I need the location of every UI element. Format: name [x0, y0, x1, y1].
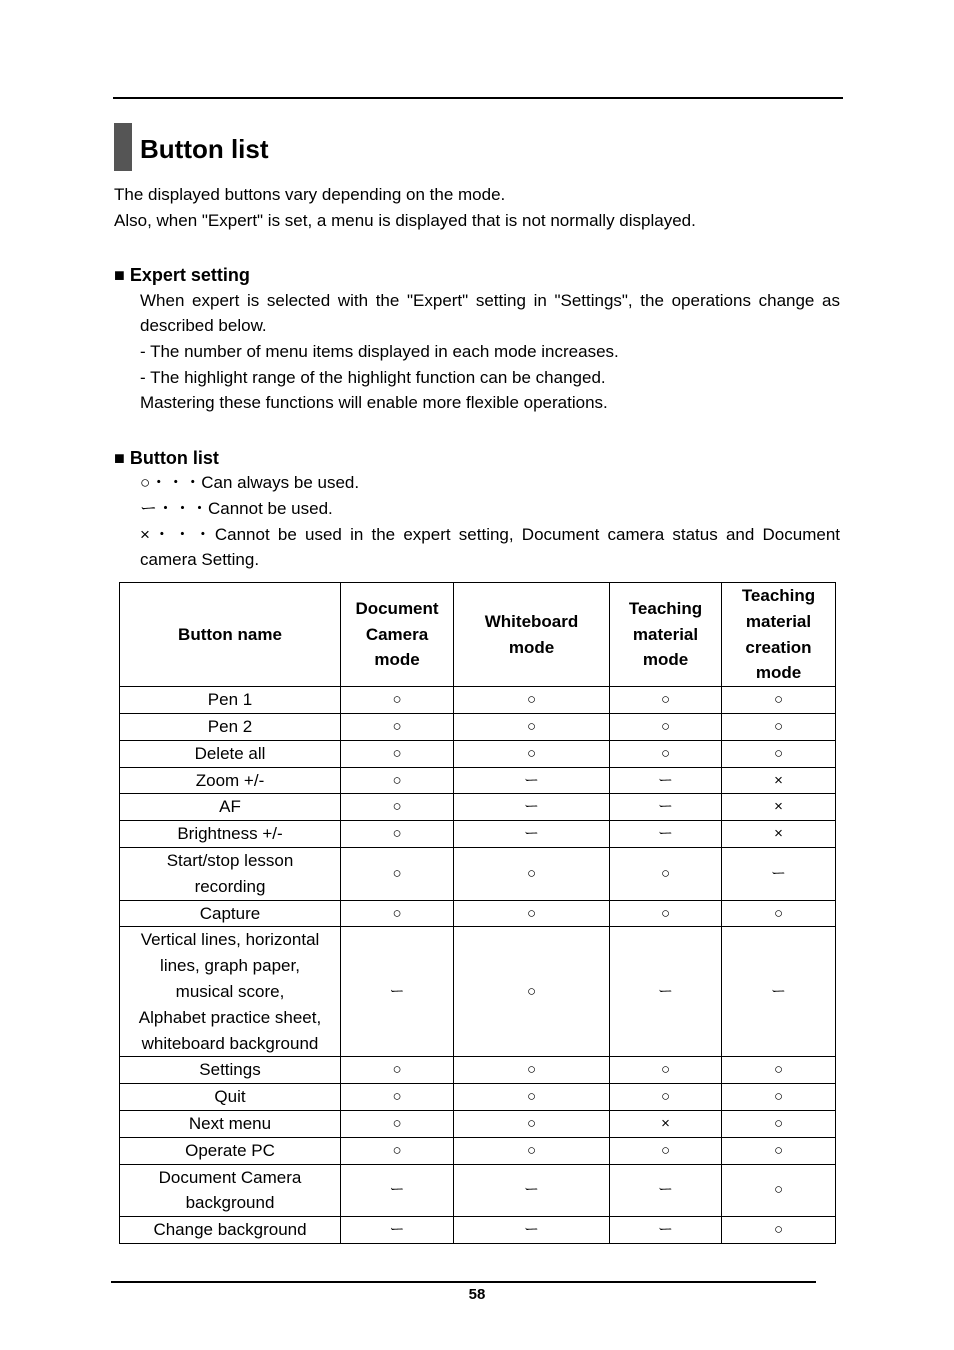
availability-cell: ○ [610, 1084, 722, 1111]
button-name-line: recording [194, 876, 266, 896]
legend-cross-line-2: camera Setting. [140, 550, 260, 569]
table-row [120, 713, 836, 740]
button-name-line: lines, graph paper, [160, 956, 300, 976]
availability-cell: ○ [722, 1137, 836, 1164]
availability-cell: ○ [341, 1057, 454, 1084]
availability-cell: ○ [722, 1164, 836, 1217]
button-name-line: Operate PC [185, 1140, 275, 1160]
table-row [120, 687, 836, 714]
column-header-line: mode [642, 650, 689, 670]
availability-cell: ○ [341, 1110, 454, 1137]
availability-cell: ○ [341, 687, 454, 714]
column-header [341, 583, 454, 687]
intro-line-1: The displayed buttons vary depending on the mode. [114, 185, 506, 204]
availability-cell: ○ [341, 1137, 454, 1164]
column-header-line: Teaching [741, 586, 816, 605]
table-row [120, 821, 836, 848]
button-name-cell [120, 847, 341, 900]
availability-cell: × [722, 821, 836, 848]
button-name-line: whiteboard background [141, 1033, 319, 1053]
availability-cell: ○ [454, 900, 610, 927]
availability-cell: ○ [341, 740, 454, 767]
availability-cell: × [722, 767, 836, 794]
button-name-line: Alphabet practice sheet, [138, 1007, 322, 1027]
availability-cell: ー [454, 767, 610, 794]
button-name-line: Delete all [194, 743, 266, 763]
column-header [610, 583, 722, 687]
table-row [120, 847, 836, 900]
availability-cell: ○ [722, 740, 836, 767]
button-name-cell [120, 1217, 341, 1244]
availability-cell: ○ [610, 900, 722, 927]
availability-cell: ○ [341, 767, 454, 794]
table-row [120, 1057, 836, 1084]
button-name-cell [120, 1057, 341, 1084]
expert-setting-heading: ■ Expert setting [114, 265, 250, 285]
availability-cell: ー [341, 1217, 454, 1244]
availability-cell: ○ [610, 847, 722, 900]
button-name-line: Change background [153, 1220, 307, 1240]
availability-cell: ー [610, 821, 722, 848]
column-header [454, 583, 610, 687]
availability-cell: ー [610, 1164, 722, 1217]
availability-cell: ○ [454, 713, 610, 740]
legend-dash: ー・・・Cannot be used. [140, 499, 333, 518]
column-header-line: Button name [178, 624, 282, 644]
availability-cell: ー [454, 821, 610, 848]
availability-cell: ー [454, 1164, 610, 1217]
expert-line-3: - The number of menu items displayed in each mode increases. [140, 342, 619, 361]
intro-line-2: Also, when "Expert" is set, a menu is displayed that is not normally displayed. [114, 211, 696, 230]
legend-circle: ○・・・Can always be used. [140, 473, 360, 492]
button-name-line: Start/stop lesson [166, 850, 294, 870]
availability-cell: ○ [722, 1217, 836, 1244]
button-list-heading: ■ Button list [114, 448, 219, 468]
button-name-line: Pen 2 [207, 716, 253, 736]
availability-cell: ○ [722, 1084, 836, 1111]
availability-cell: ー [610, 1217, 722, 1244]
button-name-line: musical score, [175, 981, 285, 1001]
availability-cell: ○ [454, 1137, 610, 1164]
button-name-line: Settings [199, 1060, 261, 1080]
table-row [120, 927, 836, 1057]
button-name-cell [120, 1137, 341, 1164]
table-row [120, 1217, 836, 1244]
availability-cell: ー [341, 1164, 454, 1217]
availability-cell: ○ [454, 687, 610, 714]
bottom-rule [111, 1281, 816, 1283]
availability-cell: ○ [454, 1084, 610, 1111]
availability-cell: ○ [341, 794, 454, 821]
button-name-line: Zoom +/- [195, 770, 265, 790]
availability-cell: ○ [610, 1137, 722, 1164]
button-name-cell [120, 740, 341, 767]
availability-cell: ○ [454, 1110, 610, 1137]
column-header-line: material [745, 611, 812, 631]
legend-cross-line-1: ×・・・Cannot be used in the expert setting, Document camera status and Document [140, 525, 840, 544]
button-name-cell [120, 821, 341, 848]
availability-cell: ○ [722, 1057, 836, 1084]
availability-cell: ○ [454, 740, 610, 767]
table-row [120, 794, 836, 821]
availability-cell: ○ [341, 713, 454, 740]
availability-cell: ○ [454, 927, 610, 1057]
column-header-line: Camera [365, 624, 429, 644]
table-row [120, 900, 836, 927]
page-title: Button list [140, 134, 269, 164]
availability-cell: ー [722, 927, 836, 1057]
availability-cell: ○ [341, 821, 454, 848]
availability-cell: ○ [610, 713, 722, 740]
expert-line-5: Mastering these functions will enable more flexible operations. [140, 393, 608, 412]
column-header [120, 583, 341, 687]
page-number: 58 [468, 1286, 486, 1303]
expert-line-2: described below. [140, 316, 267, 335]
column-header-line: mode [508, 637, 555, 657]
table-row [120, 1110, 836, 1137]
availability-cell: ○ [610, 687, 722, 714]
button-name-line: Next menu [188, 1113, 272, 1133]
availability-cell: ○ [722, 1110, 836, 1137]
button-name-cell [120, 687, 341, 714]
expert-line-1: When expert is selected with the "Expert" setting in "Settings", the operations change as [140, 291, 840, 310]
button-name-cell [120, 767, 341, 794]
table-row [120, 1137, 836, 1164]
availability-cell: ー [722, 847, 836, 900]
table-header-row [120, 583, 836, 687]
column-header-line: material [632, 624, 699, 644]
table-row [120, 1084, 836, 1111]
availability-cell: ○ [454, 847, 610, 900]
availability-cell: ー [341, 927, 454, 1057]
table-row [120, 740, 836, 767]
availability-cell: ○ [454, 1057, 610, 1084]
button-table [119, 582, 836, 1244]
button-name-cell [120, 900, 341, 927]
button-name-line: Document Camera [158, 1167, 302, 1187]
column-header-line: Document [355, 598, 439, 618]
button-name-line: background [185, 1193, 275, 1213]
button-name-line: Capture [199, 903, 261, 923]
button-name-cell [120, 1084, 341, 1111]
button-name-cell [120, 1164, 341, 1217]
availability-cell: ○ [722, 900, 836, 927]
availability-cell: ○ [722, 713, 836, 740]
availability-cell: ー [454, 794, 610, 821]
availability-cell: ー [610, 927, 722, 1057]
table-row [120, 1164, 836, 1217]
title-accent-bar [114, 123, 132, 171]
column-header-line: mode [755, 663, 802, 683]
availability-cell: ○ [610, 1057, 722, 1084]
button-name-line: Vertical lines, horizontal [140, 930, 320, 950]
availability-cell: × [722, 794, 836, 821]
button-name-cell [120, 794, 341, 821]
availability-cell: ○ [610, 740, 722, 767]
availability-cell: ー [610, 767, 722, 794]
column-header-line: mode [374, 650, 420, 670]
button-name-cell [120, 1110, 341, 1137]
button-name-cell [120, 713, 341, 740]
button-name-cell [120, 927, 341, 1057]
availability-cell: × [610, 1110, 722, 1137]
expert-line-4: - The highlight range of the highlight function can be changed. [140, 368, 606, 387]
availability-cell: ○ [722, 687, 836, 714]
button-name-line: Quit [214, 1087, 246, 1107]
top-rule [113, 97, 843, 99]
button-name-line: Brightness +/- [177, 824, 283, 844]
table-row [120, 767, 836, 794]
availability-cell: ○ [341, 847, 454, 900]
column-header-line: creation [745, 637, 812, 657]
column-header [722, 583, 836, 687]
availability-cell: ○ [341, 1084, 454, 1111]
availability-cell: ー [454, 1217, 610, 1244]
availability-cell: ○ [341, 900, 454, 927]
button-name-line: Pen 1 [207, 690, 253, 710]
column-header-line: Whiteboard [484, 611, 579, 631]
button-name-line: AF [219, 797, 241, 817]
availability-cell: ー [610, 794, 722, 821]
column-header-line: Teaching [628, 598, 703, 618]
